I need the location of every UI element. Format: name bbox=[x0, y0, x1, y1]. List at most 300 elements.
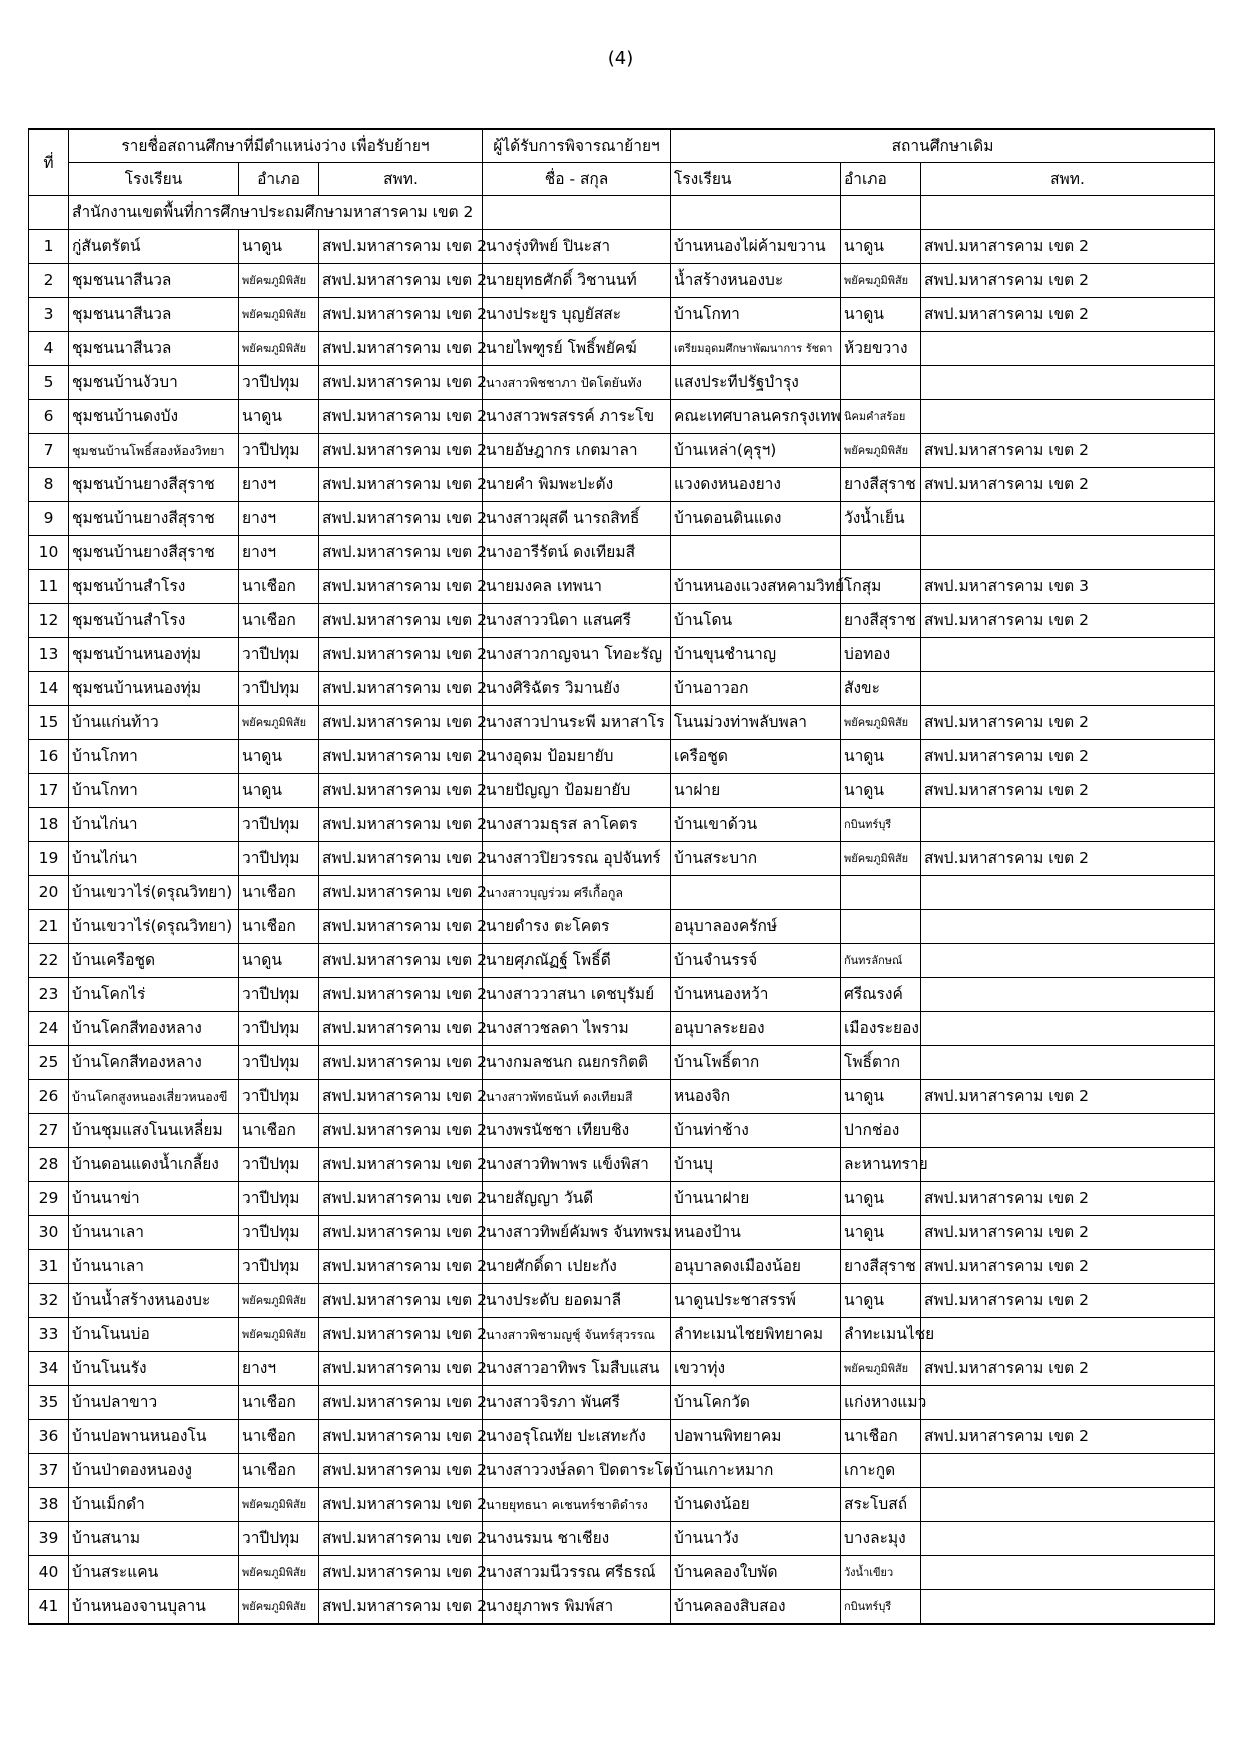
cell-origin-district: วังน้ำเขียว bbox=[841, 1556, 921, 1590]
cell-origin-school: น้ำสร้างหนองบะ bbox=[671, 264, 841, 298]
cell-area-office: สพป.มหาสารคาม เขต 2 bbox=[319, 1284, 483, 1318]
cell-name: นางยุภาพร พิมพ์สา bbox=[483, 1590, 671, 1625]
cell-origin-school: บ้านหนองแวงสหคามวิทย์ bbox=[671, 570, 841, 604]
cell-school: ชุมชนบ้านหนองทุ่ม bbox=[69, 638, 239, 672]
cell-no: 25 bbox=[29, 1046, 69, 1080]
header-no: ที่ bbox=[29, 129, 69, 196]
cell-no: 7 bbox=[29, 434, 69, 468]
cell-origin-area-office: สพป.มหาสารคาม เขต 2 bbox=[921, 1182, 1215, 1216]
cell-origin-district: ศรีณรงค์ bbox=[841, 978, 921, 1012]
cell-origin-district: สระโบสถ์ bbox=[841, 1488, 921, 1522]
cell-area-office: สพป.มหาสารคาม เขต 2 bbox=[319, 264, 483, 298]
cell-no: 6 bbox=[29, 400, 69, 434]
header-vacancy-group: รายชื่อสถานศึกษาที่มีตำแหน่งว่าง เพื่อรับย้ายฯ bbox=[69, 129, 483, 163]
section-blank bbox=[841, 196, 921, 230]
cell-school: ชุมชนบ้านดงบัง bbox=[69, 400, 239, 434]
cell-area-office: สพป.มหาสารคาม เขต 2 bbox=[319, 1012, 483, 1046]
table-row bbox=[29, 1352, 1215, 1386]
section-blank bbox=[29, 196, 69, 230]
cell-origin-school: หนองป้าน bbox=[671, 1216, 841, 1250]
cell-school: บ้านเขวาไร่(ดรุณวิทยา) bbox=[69, 876, 239, 910]
cell-school: บ้านโกทา bbox=[69, 774, 239, 808]
cell-school: บ้านโคกสีทองหลาง bbox=[69, 1012, 239, 1046]
cell-origin-area-office bbox=[921, 1386, 1215, 1420]
cell-school: บ้านสระแคน bbox=[69, 1556, 239, 1590]
cell-name: นางสาวปานระพี มหาสาโร bbox=[483, 706, 671, 740]
cell-origin-area-office: สพป.มหาสารคาม เขต 2 bbox=[921, 264, 1215, 298]
cell-district: พยัคฆภูมิพิสัย bbox=[239, 706, 319, 740]
cell-origin-school: บ้านดอนดินแดง bbox=[671, 502, 841, 536]
cell-no: 26 bbox=[29, 1080, 69, 1114]
cell-name: นางสาววาสนา เดชบุรัมย์ bbox=[483, 978, 671, 1012]
cell-area-office: สพป.มหาสารคาม เขต 2 bbox=[319, 672, 483, 706]
cell-origin-school: อนุบาลองครักษ์ bbox=[671, 910, 841, 944]
cell-no: 2 bbox=[29, 264, 69, 298]
cell-origin-school: บ้านนาฝาย bbox=[671, 1182, 841, 1216]
cell-origin-area-office bbox=[921, 1488, 1215, 1522]
cell-origin-area-office: สพป.มหาสารคาม เขต 2 bbox=[921, 1420, 1215, 1454]
header-area-office: สพท. bbox=[319, 163, 483, 196]
section-row bbox=[29, 196, 1215, 230]
cell-origin-school: โนนม่วงท่าพลับพลา bbox=[671, 706, 841, 740]
cell-name: นายศุภณัฏฐ์ โพธิ์ดี bbox=[483, 944, 671, 978]
cell-name: นางประยูร บุญยัสสะ bbox=[483, 298, 671, 332]
cell-no: 4 bbox=[29, 332, 69, 366]
cell-district: วาปีปทุม bbox=[239, 842, 319, 876]
cell-area-office: สพป.มหาสารคาม เขต 2 bbox=[319, 502, 483, 536]
cell-origin-school: บ้านบุ bbox=[671, 1148, 841, 1182]
cell-origin-school: นาฝาย bbox=[671, 774, 841, 808]
cell-name: นายยุทธศักดิ์ วิชานนท์ bbox=[483, 264, 671, 298]
cell-no: 8 bbox=[29, 468, 69, 502]
cell-origin-district bbox=[841, 910, 921, 944]
cell-area-office: สพป.มหาสารคาม เขต 2 bbox=[319, 1182, 483, 1216]
cell-origin-area-office bbox=[921, 672, 1215, 706]
cell-district: นาเชือก bbox=[239, 876, 319, 910]
cell-district: พยัคฆภูมิพิสัย bbox=[239, 1318, 319, 1352]
cell-origin-district: โพธิ์ตาก bbox=[841, 1046, 921, 1080]
cell-origin-school: หนองจิก bbox=[671, 1080, 841, 1114]
cell-origin-district: เกาะกูด bbox=[841, 1454, 921, 1488]
transfer-table bbox=[28, 128, 1215, 1625]
cell-area-office: สพป.มหาสารคาม เขต 2 bbox=[319, 1590, 483, 1625]
cell-origin-school: บ้านหนองหว้า bbox=[671, 978, 841, 1012]
cell-school: ชุมชนบ้านยางสีสุราช bbox=[69, 502, 239, 536]
cell-origin-area-office bbox=[921, 1556, 1215, 1590]
table-row bbox=[29, 638, 1215, 672]
cell-no: 30 bbox=[29, 1216, 69, 1250]
cell-name: นางกมลชนก ณยกรกิตติ bbox=[483, 1046, 671, 1080]
cell-no: 16 bbox=[29, 740, 69, 774]
cell-origin-area-office bbox=[921, 1454, 1215, 1488]
table-row bbox=[29, 604, 1215, 638]
cell-no: 29 bbox=[29, 1182, 69, 1216]
cell-origin-area-office bbox=[921, 910, 1215, 944]
table-row bbox=[29, 1012, 1215, 1046]
cell-origin-district: นิคมคำสร้อย bbox=[841, 400, 921, 434]
cell-origin-area-office bbox=[921, 638, 1215, 672]
cell-origin-school: บ้านเกาะหมาก bbox=[671, 1454, 841, 1488]
cell-school: บ้านเม็กดำ bbox=[69, 1488, 239, 1522]
cell-name: นางศิริฉัตร วิมานยัง bbox=[483, 672, 671, 706]
cell-origin-district: ยางสีสุราช bbox=[841, 604, 921, 638]
cell-origin-district: พยัคฆภูมิพิสัย bbox=[841, 706, 921, 740]
cell-district: ยางฯ bbox=[239, 468, 319, 502]
table-row bbox=[29, 1284, 1215, 1318]
cell-name: นางรุ่งทิพย์ ปินะสา bbox=[483, 230, 671, 264]
cell-district: วาปีปทุม bbox=[239, 1148, 319, 1182]
cell-origin-school bbox=[671, 876, 841, 910]
cell-name: นายยุทธนา คเชนทร์ชาติดำรง bbox=[483, 1488, 671, 1522]
cell-no: 19 bbox=[29, 842, 69, 876]
cell-district: นาดูน bbox=[239, 400, 319, 434]
cell-no: 15 bbox=[29, 706, 69, 740]
cell-name: นางสาวบุญร่วม ศรีเกื้อกูล bbox=[483, 876, 671, 910]
cell-school: บ้านนาเลา bbox=[69, 1216, 239, 1250]
cell-area-office: สพป.มหาสารคาม เขต 2 bbox=[319, 298, 483, 332]
cell-area-office: สพป.มหาสารคาม เขต 2 bbox=[319, 1080, 483, 1114]
cell-area-office: สพป.มหาสารคาม เขต 2 bbox=[319, 740, 483, 774]
cell-name: นางประดับ ยอดมาลี bbox=[483, 1284, 671, 1318]
header-candidate-group: ผู้ได้รับการพิจารณาย้ายฯ bbox=[483, 129, 671, 163]
cell-name: นางอรุโณทัย ปะเสทะกัง bbox=[483, 1420, 671, 1454]
cell-district: นาดูน bbox=[239, 230, 319, 264]
section-blank bbox=[921, 196, 1215, 230]
cell-origin-school: บ้านคลองใบพัด bbox=[671, 1556, 841, 1590]
cell-origin-area-office: สพป.มหาสารคาม เขต 2 bbox=[921, 740, 1215, 774]
cell-school: บ้านสนาม bbox=[69, 1522, 239, 1556]
table-row bbox=[29, 366, 1215, 400]
table-row bbox=[29, 910, 1215, 944]
cell-origin-district: กบินทร์บุรี bbox=[841, 808, 921, 842]
table-row bbox=[29, 468, 1215, 502]
cell-origin-district: นาดูน bbox=[841, 230, 921, 264]
cell-school: ชุมชนบ้านหนองทุ่ม bbox=[69, 672, 239, 706]
header-name: ชื่อ - สกุล bbox=[483, 163, 671, 196]
cell-origin-area-office bbox=[921, 1522, 1215, 1556]
cell-origin-district: นาดูน bbox=[841, 1216, 921, 1250]
cell-name: นายมงคล เทพนา bbox=[483, 570, 671, 604]
cell-district: นาดูน bbox=[239, 740, 319, 774]
cell-school: บ้านโคกสีทองหลาง bbox=[69, 1046, 239, 1080]
cell-district: วาปีปทุม bbox=[239, 1216, 319, 1250]
cell-origin-area-office bbox=[921, 536, 1215, 570]
cell-school: บ้านโคกไร่ bbox=[69, 978, 239, 1012]
cell-district: พยัคฆภูมิพิสัย bbox=[239, 264, 319, 298]
header-origin-school: โรงเรียน bbox=[671, 163, 841, 196]
table-row bbox=[29, 1216, 1215, 1250]
cell-district: พยัคฆภูมิพิสัย bbox=[239, 298, 319, 332]
cell-origin-school: เตรียมอุดมศึกษาพัฒนาการ รัชดา bbox=[671, 332, 841, 366]
cell-name: นายอัษฎากร เกตมาลา bbox=[483, 434, 671, 468]
cell-name: นายคำ พิมพะปะตัง bbox=[483, 468, 671, 502]
cell-origin-school: เขวาทุ่ง bbox=[671, 1352, 841, 1386]
cell-area-office: สพป.มหาสารคาม เขต 2 bbox=[319, 1114, 483, 1148]
cell-origin-district: แก่งหางแมว bbox=[841, 1386, 921, 1420]
cell-origin-school: คณะเทศบาลนครกรุงเทพ bbox=[671, 400, 841, 434]
cell-no: 34 bbox=[29, 1352, 69, 1386]
cell-origin-district bbox=[841, 366, 921, 400]
cell-origin-district: สังขะ bbox=[841, 672, 921, 706]
cell-no: 17 bbox=[29, 774, 69, 808]
cell-area-office: สพป.มหาสารคาม เขต 2 bbox=[319, 910, 483, 944]
cell-district: วาปีปทุม bbox=[239, 434, 319, 468]
table-row bbox=[29, 1250, 1215, 1284]
cell-area-office: สพป.มหาสารคาม เขต 2 bbox=[319, 1216, 483, 1250]
cell-origin-area-office: สพป.มหาสารคาม เขต 2 bbox=[921, 1352, 1215, 1386]
cell-origin-district: ปากช่อง bbox=[841, 1114, 921, 1148]
table-row bbox=[29, 1318, 1215, 1352]
cell-no: 14 bbox=[29, 672, 69, 706]
cell-district: วาปีปทุม bbox=[239, 978, 319, 1012]
cell-origin-district: ยางสีสุราช bbox=[841, 468, 921, 502]
cell-name: นายสัญญา วันดี bbox=[483, 1182, 671, 1216]
cell-district: ยางฯ bbox=[239, 1352, 319, 1386]
cell-area-office: สพป.มหาสารคาม เขต 2 bbox=[319, 332, 483, 366]
cell-school: บ้านโนนรัง bbox=[69, 1352, 239, 1386]
cell-origin-area-office: สพป.มหาสารคาม เขต 2 bbox=[921, 774, 1215, 808]
table-row bbox=[29, 1080, 1215, 1114]
cell-area-office: สพป.มหาสารคาม เขต 2 bbox=[319, 366, 483, 400]
cell-origin-school: บ้านเขาด้วน bbox=[671, 808, 841, 842]
cell-origin-school: บ้านขุนชำนาญ bbox=[671, 638, 841, 672]
cell-district: วาปีปทุม bbox=[239, 672, 319, 706]
cell-district: นาเชือก bbox=[239, 1114, 319, 1148]
cell-no: 5 bbox=[29, 366, 69, 400]
cell-origin-school: ปอพานพิทยาคม bbox=[671, 1420, 841, 1454]
table-row bbox=[29, 400, 1215, 434]
section-blank bbox=[671, 196, 841, 230]
cell-name: นายดำรง ตะโคตร bbox=[483, 910, 671, 944]
table-row bbox=[29, 1148, 1215, 1182]
cell-origin-area-office: สพป.มหาสารคาม เขต 2 bbox=[921, 298, 1215, 332]
cell-area-office: สพป.มหาสารคาม เขต 2 bbox=[319, 638, 483, 672]
table-row bbox=[29, 978, 1215, 1012]
cell-origin-area-office: สพป.มหาสารคาม เขต 2 bbox=[921, 468, 1215, 502]
cell-school: บ้านนาเลา bbox=[69, 1250, 239, 1284]
cell-origin-school: แวงดงหนองยาง bbox=[671, 468, 841, 502]
cell-origin-school bbox=[671, 536, 841, 570]
table-row bbox=[29, 672, 1215, 706]
cell-area-office: สพป.มหาสารคาม เขต 2 bbox=[319, 570, 483, 604]
cell-origin-school: อนุบาลดงเมืองน้อย bbox=[671, 1250, 841, 1284]
cell-origin-district: กบินทร์บุรี bbox=[841, 1590, 921, 1625]
cell-area-office: สพป.มหาสารคาม เขต 2 bbox=[319, 1250, 483, 1284]
cell-name: นางสาวกาญจนา โทอะรัญ bbox=[483, 638, 671, 672]
cell-origin-district: พยัคฆภูมิพิสัย bbox=[841, 842, 921, 876]
cell-no: 10 bbox=[29, 536, 69, 570]
cell-origin-area-office bbox=[921, 1114, 1215, 1148]
cell-origin-area-office bbox=[921, 1148, 1215, 1182]
cell-district: วาปีปทุม bbox=[239, 638, 319, 672]
cell-no: 28 bbox=[29, 1148, 69, 1182]
cell-origin-school: แสงประทีปรัฐบำรุง bbox=[671, 366, 841, 400]
cell-district: พยัคฆภูมิพิสัย bbox=[239, 332, 319, 366]
cell-area-office: สพป.มหาสารคาม เขต 2 bbox=[319, 1522, 483, 1556]
cell-origin-district: นาเชือก bbox=[841, 1420, 921, 1454]
cell-school: บ้านไก่นา bbox=[69, 842, 239, 876]
cell-origin-district: ละหานทราย bbox=[841, 1148, 921, 1182]
cell-name: นางสาวอาทิพร โมสืบแสน bbox=[483, 1352, 671, 1386]
cell-origin-area-office: สพป.มหาสารคาม เขต 2 bbox=[921, 706, 1215, 740]
section-title: สำนักงานเขตพื้นที่การศึกษาประถมศึกษามหาสารคาม เขต 2 bbox=[69, 196, 483, 230]
cell-origin-district: นาดูน bbox=[841, 1284, 921, 1318]
table-row bbox=[29, 536, 1215, 570]
cell-no: 12 bbox=[29, 604, 69, 638]
cell-no: 1 bbox=[29, 230, 69, 264]
table-row bbox=[29, 1386, 1215, 1420]
cell-school: ชุมชนบ้านสำโรง bbox=[69, 604, 239, 638]
cell-origin-area-office bbox=[921, 978, 1215, 1012]
cell-district: วาปีปทุม bbox=[239, 1182, 319, 1216]
cell-origin-school: บ้านจำนรรจ์ bbox=[671, 944, 841, 978]
cell-district: ยางฯ bbox=[239, 536, 319, 570]
cell-school: บ้านโคกสูงหนองเสี่ยวหนองขี bbox=[69, 1080, 239, 1114]
cell-origin-district: ยางสีสุราช bbox=[841, 1250, 921, 1284]
cell-area-office: สพป.มหาสารคาม เขต 2 bbox=[319, 944, 483, 978]
cell-area-office: สพป.มหาสารคาม เขต 2 bbox=[319, 1556, 483, 1590]
cell-no: 3 bbox=[29, 298, 69, 332]
cell-no: 39 bbox=[29, 1522, 69, 1556]
cell-origin-area-office: สพป.มหาสารคาม เขต 2 bbox=[921, 842, 1215, 876]
table-row bbox=[29, 706, 1215, 740]
cell-no: 18 bbox=[29, 808, 69, 842]
cell-no: 11 bbox=[29, 570, 69, 604]
cell-name: นางสาวมธุรส ลาโคตร bbox=[483, 808, 671, 842]
cell-school: ชุมชนบ้านสำโรง bbox=[69, 570, 239, 604]
cell-origin-district: พยัคฆภูมิพิสัย bbox=[841, 434, 921, 468]
table-row bbox=[29, 740, 1215, 774]
cell-name: นางสาวทิพาพร แข็งพิสา bbox=[483, 1148, 671, 1182]
cell-area-office: สพป.มหาสารคาม เขต 2 bbox=[319, 1318, 483, 1352]
cell-name: นางสาววนิดา แสนศรี bbox=[483, 604, 671, 638]
cell-area-office: สพป.มหาสารคาม เขต 2 bbox=[319, 1352, 483, 1386]
cell-origin-area-office: สพป.มหาสารคาม เขต 2 bbox=[921, 604, 1215, 638]
cell-origin-area-office bbox=[921, 1318, 1215, 1352]
cell-school: บ้านโนนบ่อ bbox=[69, 1318, 239, 1352]
cell-area-office: สพป.มหาสารคาม เขต 2 bbox=[319, 536, 483, 570]
cell-origin-school: บ้านท่าช้าง bbox=[671, 1114, 841, 1148]
cell-origin-area-office bbox=[921, 1012, 1215, 1046]
cell-origin-school: บ้านนาวัง bbox=[671, 1522, 841, 1556]
cell-area-office: สพป.มหาสารคาม เขต 2 bbox=[319, 230, 483, 264]
cell-origin-area-office: สพป.มหาสารคาม เขต 2 bbox=[921, 434, 1215, 468]
header-origin-group: สถานศึกษาเดิม bbox=[671, 129, 1215, 163]
cell-district: วาปีปทุม bbox=[239, 808, 319, 842]
cell-no: 36 bbox=[29, 1420, 69, 1454]
table-row bbox=[29, 502, 1215, 536]
cell-area-office: สพป.มหาสารคาม เขต 2 bbox=[319, 978, 483, 1012]
cell-origin-school: บ้านโดน bbox=[671, 604, 841, 638]
cell-origin-school: บ้านดงน้อย bbox=[671, 1488, 841, 1522]
cell-school: บ้านป่าตองหนองงู bbox=[69, 1454, 239, 1488]
cell-area-office: สพป.มหาสารคาม เขต 2 bbox=[319, 1420, 483, 1454]
cell-area-office: สพป.มหาสารคาม เขต 2 bbox=[319, 842, 483, 876]
cell-origin-district: พยัคฆภูมิพิสัย bbox=[841, 264, 921, 298]
cell-district: วาปีปทุม bbox=[239, 1012, 319, 1046]
cell-name: นางสาวผุสดี นารถสิทธิ์ bbox=[483, 502, 671, 536]
page-number: (4) bbox=[607, 48, 634, 69]
cell-origin-school: นาดูนประชาสรรพ์ bbox=[671, 1284, 841, 1318]
cell-name: นายศักดิ์ดา เปยะกัง bbox=[483, 1250, 671, 1284]
table-row bbox=[29, 434, 1215, 468]
cell-no: 38 bbox=[29, 1488, 69, 1522]
cell-name: นางอารีรัตน์ ดงเทียมสี bbox=[483, 536, 671, 570]
cell-origin-area-office: สพป.มหาสารคาม เขต 2 bbox=[921, 1080, 1215, 1114]
cell-origin-area-office: สพป.มหาสารคาม เขต 3 bbox=[921, 570, 1215, 604]
cell-district: พยัคฆภูมิพิสัย bbox=[239, 1284, 319, 1318]
table-row bbox=[29, 230, 1215, 264]
table-row bbox=[29, 264, 1215, 298]
cell-no: 22 bbox=[29, 944, 69, 978]
cell-origin-school: ลำทะเมนไชยพิทยาคม bbox=[671, 1318, 841, 1352]
cell-name: นางสาวชลดา ไพราม bbox=[483, 1012, 671, 1046]
cell-origin-school: บ้านโคกวัด bbox=[671, 1386, 841, 1420]
table-row bbox=[29, 1182, 1215, 1216]
cell-district: นาดูน bbox=[239, 944, 319, 978]
cell-school: ชุมชนนาสีนวล bbox=[69, 298, 239, 332]
cell-origin-district: วังน้ำเย็น bbox=[841, 502, 921, 536]
cell-school: ชุมชนนาสีนวล bbox=[69, 264, 239, 298]
cell-origin-school: อนุบาลระยอง bbox=[671, 1012, 841, 1046]
cell-origin-district: นาดูน bbox=[841, 1080, 921, 1114]
cell-district: วาปีปทุม bbox=[239, 1046, 319, 1080]
cell-area-office: สพป.มหาสารคาม เขต 2 bbox=[319, 604, 483, 638]
table-row bbox=[29, 808, 1215, 842]
cell-district: นาเชือก bbox=[239, 1420, 319, 1454]
cell-no: 20 bbox=[29, 876, 69, 910]
cell-origin-area-office bbox=[921, 944, 1215, 978]
cell-origin-district: นาดูน bbox=[841, 298, 921, 332]
cell-school: ชุมชนบ้านงัวบา bbox=[69, 366, 239, 400]
cell-no: 41 bbox=[29, 1590, 69, 1625]
cell-district: พยัคฆภูมิพิสัย bbox=[239, 1488, 319, 1522]
table-row bbox=[29, 1114, 1215, 1148]
cell-origin-district: นาดูน bbox=[841, 774, 921, 808]
cell-origin-area-office: สพป.มหาสารคาม เขต 2 bbox=[921, 1250, 1215, 1284]
table-row bbox=[29, 944, 1215, 978]
cell-origin-district: นาดูน bbox=[841, 740, 921, 774]
cell-area-office: สพป.มหาสารคาม เขต 2 bbox=[319, 808, 483, 842]
cell-no: 21 bbox=[29, 910, 69, 944]
cell-no: 37 bbox=[29, 1454, 69, 1488]
cell-district: วาปีปทุม bbox=[239, 1080, 319, 1114]
cell-name: นางสาวพรสรรค์ ภาระโข bbox=[483, 400, 671, 434]
cell-area-office: สพป.มหาสารคาม เขต 2 bbox=[319, 876, 483, 910]
cell-origin-school: บ้านคลองสิบสอง bbox=[671, 1590, 841, 1625]
cell-area-office: สพป.มหาสารคาม เขต 2 bbox=[319, 1488, 483, 1522]
table-row bbox=[29, 876, 1215, 910]
table-row bbox=[29, 332, 1215, 366]
cell-no: 24 bbox=[29, 1012, 69, 1046]
header-district: อำเภอ bbox=[239, 163, 319, 196]
cell-district: นาเชือก bbox=[239, 604, 319, 638]
cell-origin-district: เมืองระยอง bbox=[841, 1012, 921, 1046]
header-origin-district: อำเภอ bbox=[841, 163, 921, 196]
cell-no: 40 bbox=[29, 1556, 69, 1590]
cell-school: บ้านน้ำสร้างหนองบะ bbox=[69, 1284, 239, 1318]
cell-area-office: สพป.มหาสารคาม เขต 2 bbox=[319, 434, 483, 468]
table-row bbox=[29, 1420, 1215, 1454]
cell-school: ชุมชนนาสีนวล bbox=[69, 332, 239, 366]
cell-origin-school: บ้านหนองไผ่ค้ามขวาน bbox=[671, 230, 841, 264]
cell-name: นางสาวปิยวรรณ อุปจันทร์ bbox=[483, 842, 671, 876]
cell-name: นางอุดม ป้อมยายับ bbox=[483, 740, 671, 774]
cell-name: นางสาววงษ์ลดา ปิดตาระโต bbox=[483, 1454, 671, 1488]
cell-origin-district: ลำทะเมนไชย bbox=[841, 1318, 921, 1352]
cell-origin-district: บ่อทอง bbox=[841, 638, 921, 672]
cell-district: วาปีปทุม bbox=[239, 366, 319, 400]
